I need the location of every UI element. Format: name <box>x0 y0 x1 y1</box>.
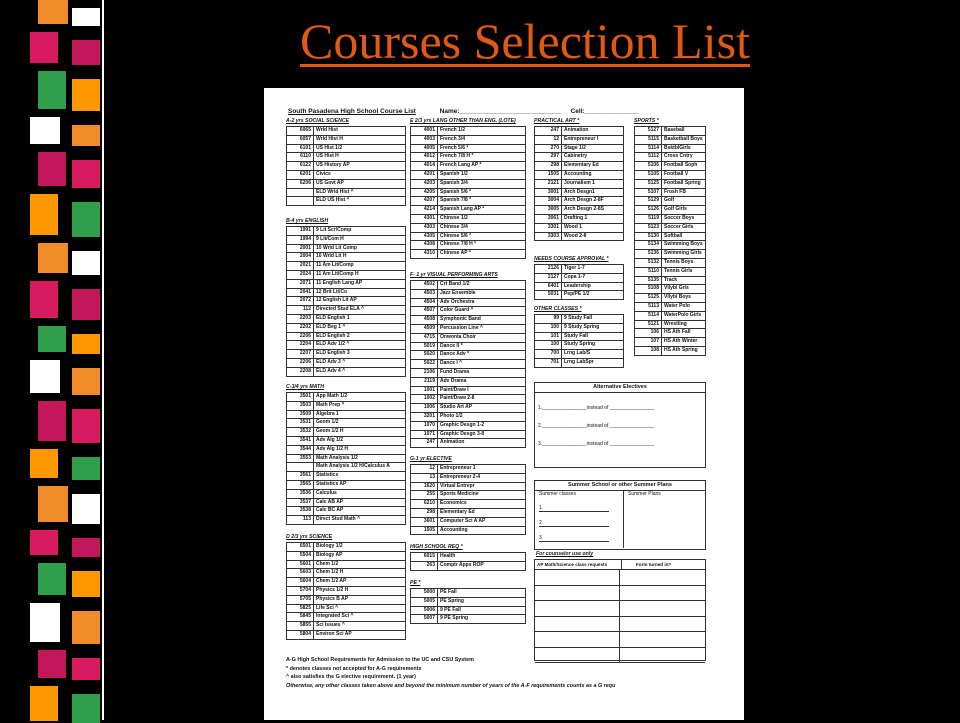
course-row[interactable]: 6122 US History AP <box>287 162 406 171</box>
course-row[interactable]: 5845 Integrated Sci ^ <box>287 613 406 622</box>
science-heading: D 2/3 yrs SCIENCE <box>286 534 333 540</box>
course-row[interactable]: 5130 Softball <box>635 232 706 241</box>
course-row[interactable]: 247 Animation <box>535 127 624 136</box>
course-row[interactable]: 113 Direct Stud Math ^ <box>287 516 406 525</box>
course-row[interactable]: 1505 Accounting <box>535 170 624 179</box>
course-row[interactable]: 5022 Dance I ^ <box>411 360 526 369</box>
course-row[interactable]: 5604 Chem 1/2 AP <box>287 578 406 587</box>
footer-line: ^ also satisfies the G elective requirement. (1 year) <box>286 674 416 681</box>
strip-segment <box>72 289 100 320</box>
strip-segment <box>30 117 60 144</box>
strip-segment <box>72 457 100 480</box>
social_science-table <box>286 126 406 206</box>
footer-line: A-G High School Requirements for Admission to the UC and CSU System <box>286 657 474 663</box>
language-table <box>410 126 526 259</box>
course-row[interactable]: 297 Cabinetry <box>535 153 624 162</box>
strip-segment <box>72 571 100 597</box>
course-row[interactable]: 3001 Arch Desgn1 <box>535 188 624 197</box>
strip-segment <box>72 538 100 557</box>
strip-segment <box>30 281 58 318</box>
strip-segment <box>38 326 66 352</box>
course-row[interactable]: 3553 Math Analysis 1/2 <box>287 454 406 463</box>
course-row[interactable]: 5601 Chem 1/2 <box>287 560 406 569</box>
course-row[interactable]: 106 HS Ath Fall <box>635 329 706 338</box>
course-row[interactable]: 4503 Jazz Ensemble <box>411 289 526 298</box>
course-row[interactable]: 2041 12 Brit Lit/Co <box>287 288 406 297</box>
course-row[interactable]: 5007 9 PE Spring <box>411 615 526 624</box>
course-row[interactable]: 4509 Percussion Line ^ <box>411 324 526 333</box>
course-row[interactable]: ELD US Hist ^ <box>287 197 406 206</box>
course-row[interactable]: 107 HS Ath Winter <box>635 338 706 347</box>
course-row[interactable]: 2071 11 English Lang AP <box>287 279 406 288</box>
course-row[interactable]: 5107 Frosh FB <box>635 188 706 197</box>
course-row[interactable]: 5110 Tennis Girls <box>635 267 706 276</box>
strip-segment <box>72 202 100 237</box>
course-row[interactable]: 2206 ELD Adv 3 ^ <box>287 358 406 367</box>
pe-heading: PE * <box>410 580 421 586</box>
course-row[interactable]: 3301 Wood 1 <box>535 223 624 232</box>
course-row[interactable]: 108 HS Ath Spring <box>635 346 706 355</box>
course-row[interactable]: 5123 Soccer Girls <box>635 223 706 232</box>
strip-segment <box>30 194 58 235</box>
course-row[interactable]: 5121 Wrestling <box>635 320 706 329</box>
course-row[interactable]: 5112 Cross Cntry <box>635 153 706 162</box>
arts-heading: F- 1 yr VISUAL PERFORMING ARTS <box>410 272 498 278</box>
course-row[interactable]: 255 Sports Medicine <box>411 491 526 500</box>
course-row[interactable]: 99 9 Study Fall <box>535 315 624 324</box>
course-row[interactable]: 5005 PE Spring <box>411 597 526 606</box>
course-row[interactable]: 5825 Life Sci ^ <box>287 604 406 613</box>
footer-notes <box>286 656 615 690</box>
course-row[interactable]: 1001 Paint/Draw I <box>411 386 526 395</box>
course-row[interactable]: 263 Comptr Apps ROP <box>411 561 526 570</box>
course-row[interactable]: 4715 Onwonta Choir <box>411 333 526 342</box>
course-row[interactable]: 5136 Swimming Girls <box>635 250 706 259</box>
course-row[interactable]: 5031 Pep/PE 1/2 <box>535 291 624 300</box>
strip-segment <box>72 611 100 644</box>
course-row[interactable]: 5705 Physics B AP <box>287 595 406 604</box>
course-row[interactable]: 2004 10 Wrld Lit H <box>287 253 406 262</box>
strip-segment <box>72 694 100 723</box>
course-row[interactable]: 4205 Spanish 5/6 * <box>411 188 526 197</box>
counselor-row[interactable] <box>535 586 705 602</box>
course-row[interactable]: 1620 Virtual Entrepr <box>411 482 526 491</box>
course-row[interactable]: 6206 US Govt AP <box>287 179 406 188</box>
course-row[interactable]: 5114 BsktblGirls <box>635 144 706 153</box>
course-row[interactable]: 4012 French 7/8 H * <box>411 153 526 162</box>
course-row[interactable]: 1994 9 Lit/Com H <box>287 235 406 244</box>
course-row[interactable]: 4003 French 3/4 <box>411 135 526 144</box>
sports-table <box>634 126 706 356</box>
course-row[interactable]: 3061 Drafting 1 <box>535 214 624 223</box>
course-row[interactable]: 5704 Physics 1/2 H <box>287 586 406 595</box>
course-row[interactable]: 2119 Adv Drama <box>411 377 526 386</box>
course-row[interactable]: 298 Elementary Ed <box>535 162 624 171</box>
approval-table <box>534 264 624 300</box>
language-heading: E 2/3 yrs LANG OTHER THAN ENG. (LOTE) <box>410 118 516 124</box>
counselor-row[interactable] <box>535 617 705 633</box>
counselor-row[interactable] <box>535 570 705 586</box>
practical-heading: PRACTICAL ART * <box>534 118 580 124</box>
course-row[interactable]: 4005 French 5/6 * <box>411 144 526 153</box>
course-row[interactable]: 6015 Health <box>411 553 526 562</box>
counselor-box: AP Math/Science class requests Form turned in? <box>534 559 706 661</box>
other-table <box>534 314 624 368</box>
course-row[interactable]: 4305 Chinese 5/6 * <box>411 232 526 241</box>
course-row[interactable]: 4308 Chinese 7/8 H * <box>411 241 526 250</box>
course-row[interactable]: 4207 Spanish 7/8 * <box>411 197 526 206</box>
approval-heading: NEEDS COURSE APPROVAL * <box>534 256 609 262</box>
strip-segment <box>72 658 100 680</box>
footer-line: * denotes classes not accepted for A-G requirements <box>286 665 422 672</box>
english-table <box>286 226 406 377</box>
course-row[interactable]: 1006 Studio Art AP <box>411 404 526 413</box>
strip-segment <box>38 71 66 109</box>
course-row[interactable]: 1002 Paint/Draw 2-8 <box>411 395 526 404</box>
course-row[interactable]: 2001 10 Wrld Lit Comp <box>287 244 406 253</box>
course-row[interactable]: 4203 Spanish 3/4 <box>411 179 526 188</box>
elective-table <box>410 464 526 535</box>
strip-segment <box>30 530 58 555</box>
course-row[interactable]: ELD Wrld Hist ^ <box>287 188 406 197</box>
alternative-electives-box: Alternative Electives 1.________________instead of ________________ 2.________________instead of ________________ 3.________________instead of ________________ <box>534 382 706 468</box>
social_science-heading: A-2 yrs SOCIAL SCIENCE <box>286 118 350 124</box>
course-row[interactable]: 112 Directed Stud ELA ^ <box>287 306 406 315</box>
course-row[interactable]: 5134 Swimming Boys <box>635 241 706 250</box>
elective-heading: G-1 yr ELECTIVE <box>410 456 452 462</box>
summer-line[interactable]: 2. <box>539 520 609 527</box>
course-row[interactable]: 298 Elementary Ed <box>411 508 526 517</box>
footer-line: Otherwise, any other classes taken above and beyond the minimum number of years of the A-F requirements counts as a G requ <box>286 682 616 689</box>
strip-segment <box>38 243 68 273</box>
science-table <box>286 542 406 640</box>
strip-segment <box>72 334 100 354</box>
course-row[interactable]: 4001 French 1/2 <box>411 127 526 136</box>
page-title: Courses Selection List <box>300 13 750 69</box>
course-row[interactable]: 100 Study Spring <box>535 341 624 350</box>
course-row[interactable]: 6210 Economics <box>411 500 526 509</box>
pe-table <box>410 588 526 624</box>
form-header: South Pasadena High School Course List Name:____________________________ Cell:_______________ <box>288 108 639 115</box>
course-row[interactable]: 5106 Football Soph <box>635 162 706 171</box>
decorative-strip <box>30 0 110 720</box>
course-row[interactable]: 101 Study Fall <box>535 332 624 341</box>
course-row[interactable]: 4214 Spanish Lang AP * <box>411 206 526 215</box>
course-row[interactable]: 4201 Spanish 1/2 <box>411 170 526 179</box>
summer-line[interactable]: 1. <box>539 505 609 512</box>
course-row[interactable]: 1991 9 Lit Scr/Comp <box>287 227 406 236</box>
course-row[interactable]: 4508 Symphonic Band <box>411 316 526 325</box>
course-row[interactable]: 5019 Dance II * <box>411 342 526 351</box>
counselor-row[interactable] <box>535 601 705 617</box>
strip-segment <box>72 409 100 443</box>
strip-segment <box>30 686 58 721</box>
course-row[interactable]: 700 Lrng Lab/S <box>535 350 624 359</box>
alt-elective-line[interactable]: 2.________________instead of ________________ <box>538 423 655 429</box>
course-row[interactable]: 3005 Arch Desgn 2-8S <box>535 206 624 215</box>
course-row[interactable]: 12 Entrepreneur 1 <box>411 465 526 474</box>
course-row[interactable]: 5115 Basketball Boys <box>635 135 706 144</box>
course-row[interactable]: 6101 US Hist 1/2 <box>287 144 406 153</box>
course-row[interactable]: 3601 Computer Sci A AP <box>411 517 526 526</box>
course-row[interactable]: 6057 Wrld Hist H <box>287 135 406 144</box>
course-row[interactable]: 5603 Chem 1/2 H <box>287 569 406 578</box>
course-row[interactable]: 4310 Chinese AP * <box>411 250 526 259</box>
course-row[interactable]: 5135 Track <box>635 276 706 285</box>
other-heading: OTHER CLASSES * <box>534 306 582 312</box>
counselor-heading: For counselor use only <box>536 551 594 557</box>
course-row[interactable]: 2127 Copa 1-7 <box>535 273 624 282</box>
course-row[interactable]: 6110 US Hist H <box>287 153 406 162</box>
course-row[interactable]: 3303 Wood 2-8 <box>535 232 624 241</box>
strip-segment <box>30 449 58 478</box>
course-row[interactable]: 5108 Vllybl Grls <box>635 285 706 294</box>
course-row[interactable]: 1505 Accounting <box>411 526 526 535</box>
alt-elective-line[interactable]: 3.________________instead of ________________ <box>538 441 655 447</box>
course-row[interactable]: 4504 Adv Orchestra <box>411 298 526 307</box>
english-heading: B-4 yrs ENGLISH <box>286 218 329 224</box>
course-row[interactable]: 4507 Color Guard ^ <box>411 307 526 316</box>
course-row[interactable]: 3536 Calculus <box>287 489 406 498</box>
course-row[interactable]: 5113 Water Polo <box>635 302 706 311</box>
course-row[interactable]: 2126 Tiger 1-7 <box>535 265 624 274</box>
counselor-row[interactable] <box>535 632 705 648</box>
course-row[interactable]: 5132 Tennis Boys <box>635 258 706 267</box>
course-row[interactable]: 2204 ELD Adv 1/2 ^ <box>287 341 406 350</box>
strip-segment <box>30 603 60 642</box>
course-row[interactable]: 5855 Sci Issues ^ <box>287 622 406 631</box>
strip-segment <box>72 160 100 188</box>
course-row[interactable]: 1070 Graphic Desgn 1-2 <box>411 421 526 430</box>
course-row[interactable]: 5125 Vllybl Boys <box>635 294 706 303</box>
course-row[interactable]: 3201 Photo 1/2 <box>411 412 526 421</box>
course-row[interactable]: 4301 Chinese 1/2 <box>411 214 526 223</box>
strip-segment <box>72 494 100 524</box>
math-table <box>286 392 406 525</box>
course-row[interactable]: 5006 9 PE Fall <box>411 606 526 615</box>
course-row[interactable]: 12 Entrepreneur I <box>535 135 624 144</box>
strip-segment <box>38 401 66 441</box>
summer-plans-box: Summer School or other Summer Plans Summer classes 1. 2. 3. Summer Plans <box>534 480 706 550</box>
course-row[interactable]: 3004 Arch Desgn 2-8F <box>535 197 624 206</box>
course-row[interactable]: 3509 Algebra 1 <box>287 410 406 419</box>
course-row[interactable]: 3561 Statistics <box>287 472 406 481</box>
course-row[interactable]: 4502 Crt Band 1/2 <box>411 281 526 290</box>
strip-segment <box>30 360 60 393</box>
course-row[interactable]: 5125 Football Spring <box>635 179 706 188</box>
course-row[interactable]: 2203 ELD English 1 <box>287 314 406 323</box>
math-heading: C-3/4 yrs MATH <box>286 384 324 390</box>
course-row[interactable]: 4303 Chinese 3/4 <box>411 223 526 232</box>
course-row[interactable]: 247 Animation <box>411 439 526 448</box>
course-row[interactable]: 3544 Adv Alg 1/2 H <box>287 445 406 454</box>
course-row[interactable]: 3503 Math Prep ^ <box>287 401 406 410</box>
summer-line[interactable]: 3. <box>539 535 609 542</box>
strip-segment <box>38 152 66 186</box>
course-row[interactable]: 13 Entrepreneur 2-4 <box>411 473 526 482</box>
practical-table <box>534 126 624 241</box>
course-row[interactable]: 3501 App Math 1/2 <box>287 393 406 402</box>
course-row[interactable]: 2021 11 Am Lit/Comp <box>287 262 406 271</box>
course-row[interactable]: 3532 Geom 1/2 H <box>287 428 406 437</box>
strip-segment <box>72 79 100 111</box>
strip-segment <box>38 486 68 522</box>
strip-segment <box>72 251 100 275</box>
course-row[interactable]: 5126 Golf Girls <box>635 206 706 215</box>
course-row[interactable]: 2106 Fund Drama <box>411 368 526 377</box>
strip-segment <box>38 650 66 678</box>
hs_req-table <box>410 552 526 571</box>
course-row[interactable]: 5127 Baseball <box>635 127 706 136</box>
course-row[interactable]: 4014 French Lang AP * <box>411 162 526 171</box>
strip-segment <box>38 563 66 595</box>
course-list-document <box>264 88 744 720</box>
course-row[interactable]: 5114 WaterPolo Girls <box>635 311 706 320</box>
course-row[interactable]: 6501 Biology 1/2 <box>287 543 406 552</box>
course-row[interactable]: 3541 Adv Alg 1/2 <box>287 436 406 445</box>
course-row[interactable]: 1071 Graphic Desgn 3-8 <box>411 430 526 439</box>
course-row[interactable]: 5000 PE Fall <box>411 589 526 598</box>
course-row[interactable]: 2208 ELD Adv 4 ^ <box>287 367 406 376</box>
sports-heading: SPORTS * <box>634 118 659 124</box>
course-row[interactable]: 5119 Soccer Boys <box>635 214 706 223</box>
course-row[interactable]: 2072 12 English Lit AP <box>287 297 406 306</box>
hs_req-heading: HIGH SCHOOL REQ * <box>410 544 463 550</box>
course-row[interactable]: 3531 Geom 1/2 <box>287 419 406 428</box>
course-row[interactable]: 6201 Civics <box>287 170 406 179</box>
strip-segment <box>72 125 100 146</box>
course-row[interactable]: 2202 ELD Beg 1 ^ <box>287 323 406 332</box>
course-row[interactable]: Math Analysis 1/2 H/Calculus A <box>287 463 406 472</box>
course-row[interactable]: 6065 Wrld Hist <box>287 127 406 136</box>
alt-elective-line[interactable]: 1.________________instead of ________________ <box>538 405 655 411</box>
course-row[interactable]: 270 Stage 1/2 <box>535 144 624 153</box>
course-row[interactable]: 701 Lrng LabSpr <box>535 358 624 367</box>
course-row[interactable]: 2206 ELD English 2 <box>287 332 406 341</box>
course-row[interactable]: 5129 Golf <box>635 197 706 206</box>
course-row[interactable]: 2207 ELD English 3 <box>287 350 406 359</box>
course-row[interactable]: 2024 11 Am Lit/Comp H <box>287 270 406 279</box>
strip-segment <box>72 368 100 395</box>
course-row[interactable]: 3538 Calc BC AP <box>287 507 406 516</box>
course-row[interactable]: 5020 Dance Adv * <box>411 351 526 360</box>
course-row[interactable]: 5504 Biology AP <box>287 551 406 560</box>
course-row[interactable]: 3565 Statistics AP <box>287 480 406 489</box>
course-row[interactable]: 2121 Journalism 1 <box>535 179 624 188</box>
course-row[interactable]: 5105 Football V <box>635 170 706 179</box>
course-row[interactable]: 3537 Calc AB AP <box>287 498 406 507</box>
course-row[interactable]: 100 9 Study Spring <box>535 323 624 332</box>
course-row[interactable]: 6401 Leadership <box>535 282 624 291</box>
course-row[interactable]: 5804 Environ Sci AP <box>287 630 406 639</box>
arts-table <box>410 280 526 448</box>
